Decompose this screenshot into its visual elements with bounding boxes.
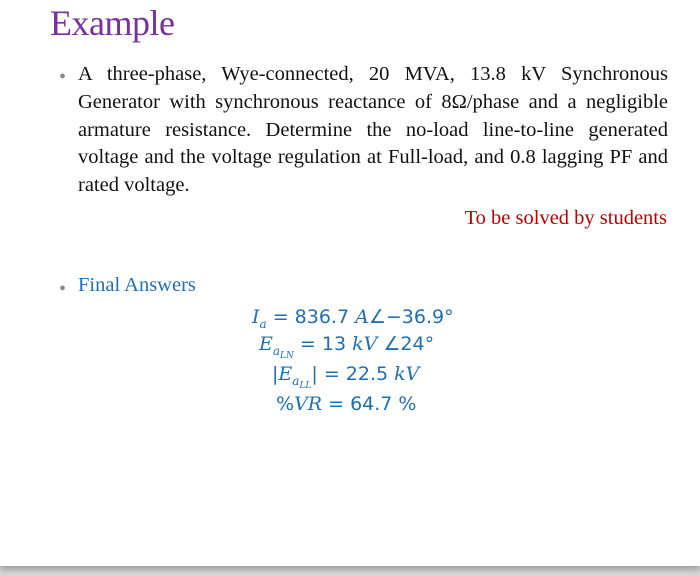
bullet-dot-icon: • <box>59 66 67 88</box>
eq-value: = 13 <box>293 333 353 355</box>
eq-angle: −36.9° <box>385 306 454 328</box>
eq-angle: 24° <box>400 333 435 355</box>
eq-symbol: E <box>259 333 273 355</box>
eq-subscript: a <box>292 374 300 388</box>
angle-icon: ∠ <box>368 306 386 328</box>
eq-value: = 836.7 <box>266 306 356 328</box>
abs-close: | <box>311 363 318 385</box>
eq-subscript-2: LN <box>280 351 294 361</box>
answer-armature-current <box>252 306 454 331</box>
eq-unit: kV <box>352 333 378 355</box>
eq-subscript-2: LL <box>299 381 312 391</box>
eq-value: = 22.5 <box>317 363 395 385</box>
answer-voltage-regulation <box>276 393 417 415</box>
bullet-dot-icon: • <box>59 278 67 300</box>
eq-symbol: I <box>252 306 260 328</box>
eq-value: = 64.7 % <box>322 393 417 415</box>
final-answers-label: Final Answers <box>78 274 196 296</box>
eq-symbol: VR <box>294 393 323 415</box>
eq-unit: kV <box>394 363 420 385</box>
eq-unit: A <box>355 306 369 328</box>
student-note: To be solved by students <box>464 207 667 229</box>
eq-subscript: a <box>272 344 281 358</box>
problem-statement: A three-phase, Wye-connected, 20 MVA, 13.8 kV Synchronous Generator with synchronous reactance of 8Ω/phase and a negligible armature resistance. Determine the no-load line-to-line generated voltage and the voltage regulation at Full-load, and 0.8 lagging PF and rated voltage. <box>78 63 668 197</box>
eq-symbol: E <box>278 363 293 385</box>
eq-subscript: a <box>259 317 267 331</box>
answer-phase-emf <box>259 333 434 361</box>
answer-line-emf <box>272 363 419 391</box>
slide-title: Example <box>50 3 175 43</box>
percent-sign: % <box>276 393 295 415</box>
angle-icon: ∠ <box>377 333 401 355</box>
abs-open: | <box>272 363 279 385</box>
